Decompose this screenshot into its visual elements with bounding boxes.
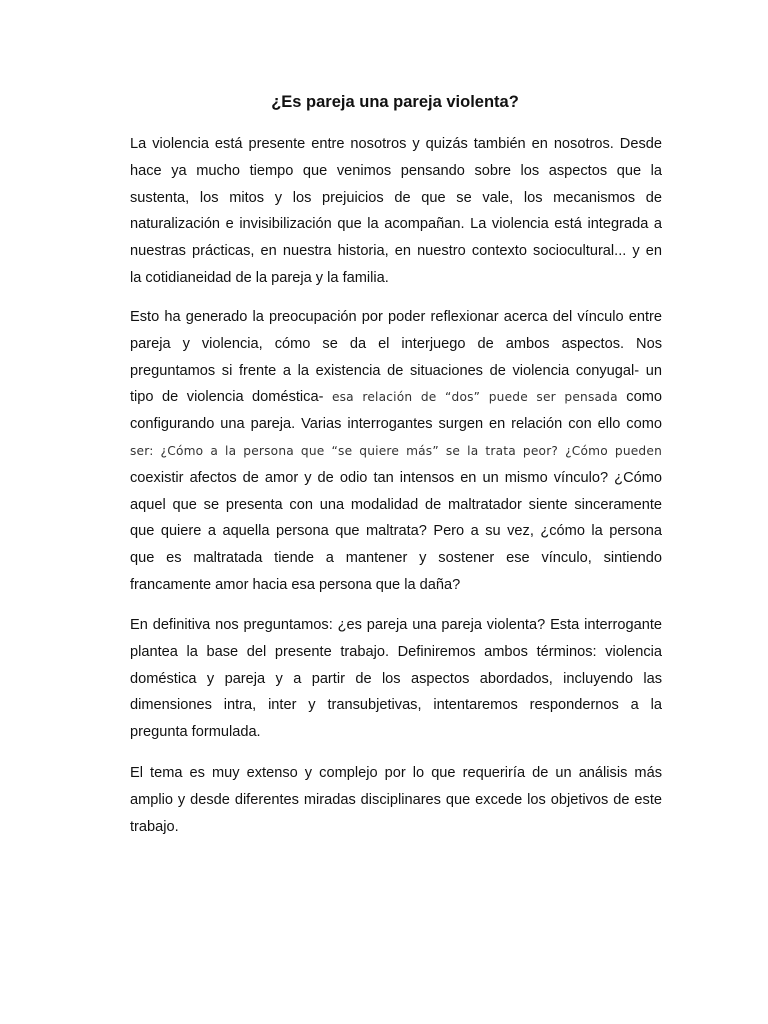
text-line: coexistir afectos de amor y de odio tan intensos en un mismo vínculo? ¿Cómo	[130, 469, 662, 486]
text-line: la cotidianeidad de la pareja y la familia.	[130, 269, 389, 286]
paragraph-1	[130, 131, 662, 292]
text-line: nuestras prácticas, en nuestra historia, en nuestro contexto sociocultural... y en	[130, 243, 662, 260]
text-line: aquel que se presenta con una modalidad de maltratador siente sinceramente	[130, 496, 662, 513]
text-line: pareja y violencia, cómo se da el interjuego de ambos aspectos. Nos	[130, 335, 662, 352]
paragraph-4	[130, 760, 662, 840]
text-line: hace ya mucho tiempo que venimos pensando sobre los aspectos que la	[130, 162, 662, 179]
text-line: configurando una pareja. Varias interrogantes surgen en relación con ello como	[130, 416, 662, 433]
text-line: francamente amor hacia esa persona que la daña?	[130, 576, 461, 593]
document-title: ¿Es pareja una pareja violenta?	[271, 93, 519, 111]
text-line: doméstica y pareja y a partir de los aspectos abordados, incluyendo las	[130, 670, 662, 687]
text-segment: tipo de violencia doméstica-	[130, 389, 332, 406]
text-segment: como	[617, 389, 662, 406]
text-line: Esto ha generado la preocupación por poder reflexionar acerca del vínculo entre	[130, 309, 662, 325]
mixed-style-line	[130, 438, 662, 465]
paragraph-3	[130, 612, 662, 746]
paragraph-2	[130, 304, 662, 599]
text-line: pregunta formulada.	[130, 724, 261, 741]
text-line: preguntamos si frente a la existencia de situaciones de violencia conyugal- un	[130, 362, 662, 379]
text-line: amplio y desde diferentes miradas disciplinares que excede los objetivos de este	[130, 791, 662, 808]
text-line: que quiere a aquella persona que maltrata? Pero a su vez, ¿cómo la persona	[130, 523, 662, 540]
light-text-segment: esa relación de “dos” puede ser pensada	[331, 390, 618, 405]
text-line: plantea la base del presente trabajo. Definiremos ambos términos: violencia	[130, 643, 662, 660]
text-line: La violencia está presente entre nosotros y quizás también en nosotros. Desde	[130, 136, 662, 152]
text-line: dimensiones intra, inter y transubjetivas, intentaremos respondernos a la	[130, 697, 662, 714]
text-line: sustenta, los mitos y los prejuicios de que se vale, los mecanismos de	[130, 189, 662, 206]
text-line: El tema es muy extenso y complejo por lo que requeriría de un análisis más	[130, 765, 662, 781]
text-line: naturalización e invisibilización que la acompañan. La violencia está integrada a	[130, 216, 662, 233]
text-line: trabajo.	[130, 818, 179, 835]
light-text-segment: ser: ¿Cómo a la persona que “se quiere más” se la trata peor? ¿Cómo pueden	[130, 443, 662, 458]
text-line: En definitiva nos preguntamos: ¿es pareja una pareja violenta? Esta interrogante	[130, 617, 662, 633]
mixed-style-line	[130, 384, 662, 411]
text-line: que es maltratada tiende a mantener y sostener ese vínculo, sintiendo	[130, 550, 662, 567]
